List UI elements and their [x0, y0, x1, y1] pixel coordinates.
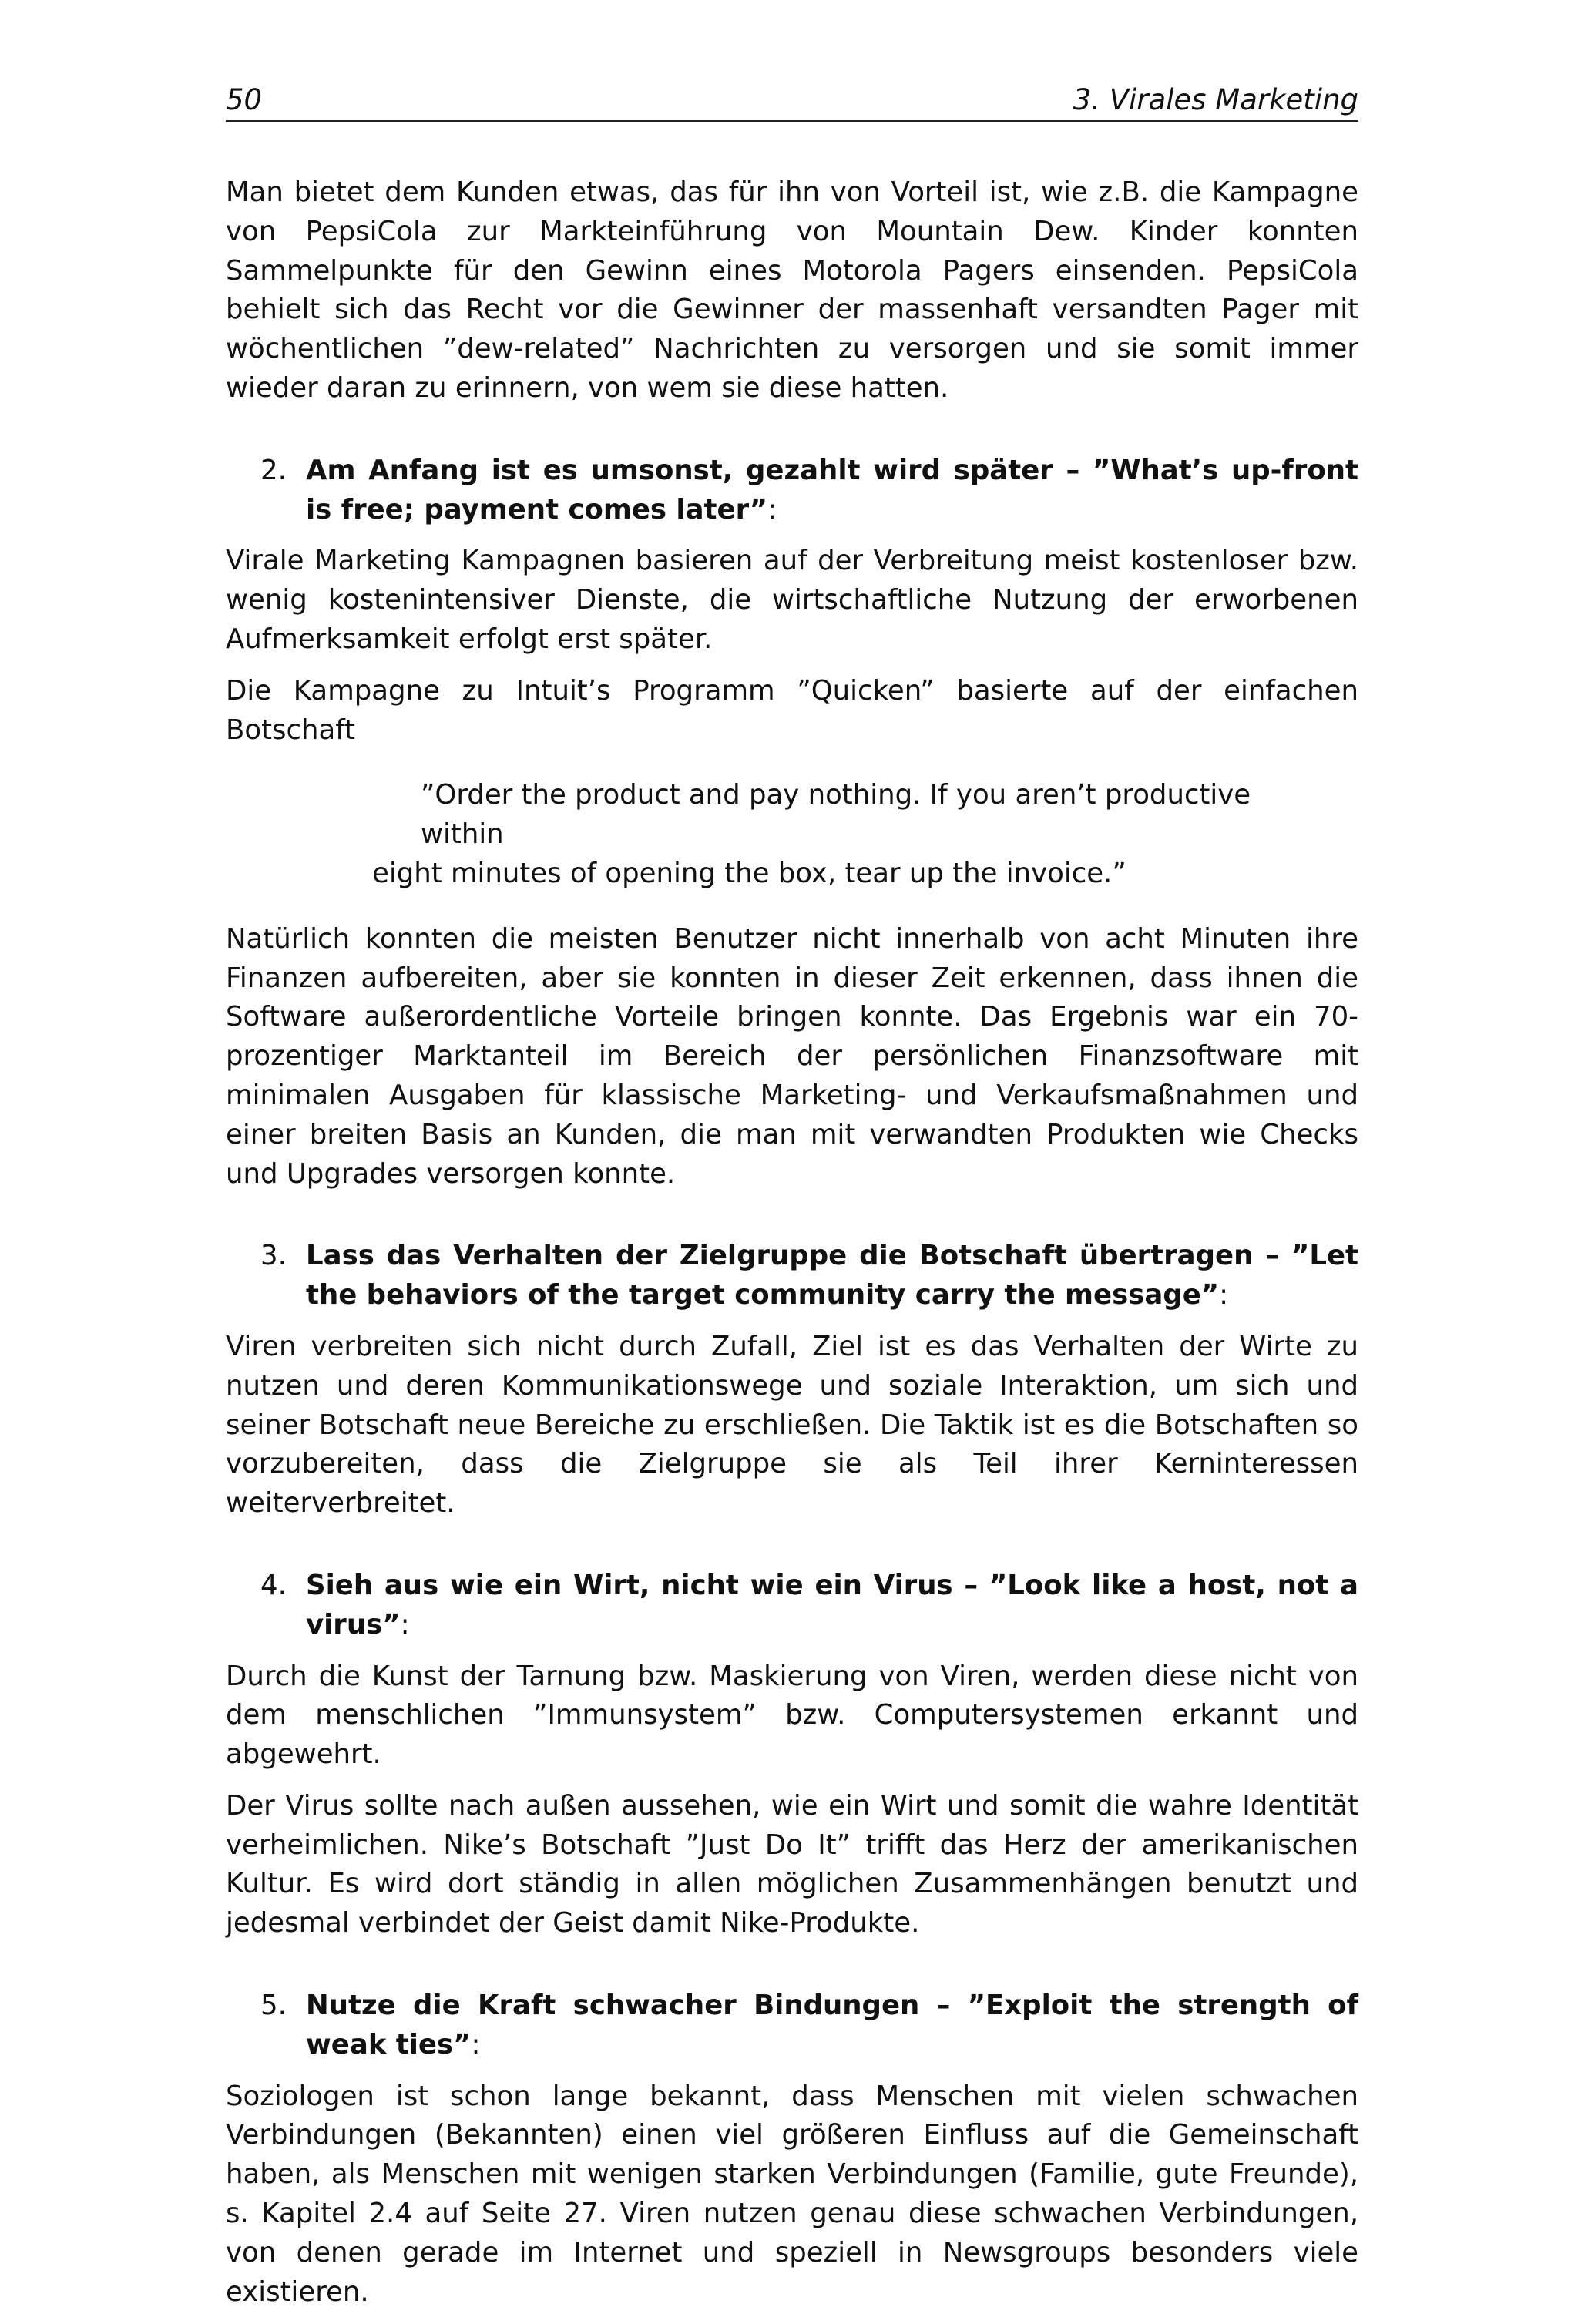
- list-item-paragraph: Der Virus sollte nach außen aussehen, wie ein Wirt und somit die wahre Identität verheimlichen. Nike’s Botschaft ”Just Do It” trifft das Herz der amerikanischen Kultur. Es wird dort ständig in allen möglichen Zusammenhängen benutzt und jedesmal verbindet der Geist damit Nike-Produkte.: [226, 1789, 1358, 1939]
- list-item-heading-text: Am Anfang ist es umsonst, gezahlt wird später – ”What’s up-front is free; payment comes later”: [306, 454, 1358, 526]
- list-item-paragraph: Virale Marketing Kampagnen basieren auf der Verbreitung meist kostenloser bzw. wenig kostenintensiver Dienste, die wirtschaftliche Nutzung der erworbenen Aufmerksamkeit erfolgt erst später.: [226, 545, 1358, 655]
- list-item-heading: [306, 1237, 1358, 1315]
- block-quote: [372, 776, 1289, 893]
- heading-colon: :: [1219, 1279, 1229, 1311]
- list-item-number: 2.: [260, 454, 287, 486]
- list-item-paragraph: Durch die Kunst der Tarnung bzw. Maskierung von Viren, werden diese nicht von dem menschlichen ”Immunsystem” bzw. Computersystemen erkannt und abgewehrt.: [226, 1660, 1358, 1771]
- list-item-heading-text: Lass das Verhalten der Zielgruppe die Botschaft übertragen – ”Let the behaviors of the target community carry the message”: [306, 1240, 1358, 1311]
- main-content: [226, 173, 1358, 2324]
- list-item-number: 5.: [260, 1990, 287, 2022]
- list-item-heading-text: Sieh aus wie ein Wirt, nicht wie ein Virus – ”Look like a host, not a virus”: [306, 1569, 1358, 1641]
- heading-colon: :: [400, 1608, 410, 1641]
- list-item-paragraph: Die Kampagne zu Intuit’s Programm ”Quicken” basierte auf der einfachen Botschaft: [226, 674, 1358, 746]
- list-item-number: 3.: [260, 1240, 287, 1272]
- list-item-4: [226, 1567, 1358, 1943]
- quote-line: ”Order the product and pay nothing. If you aren’t productive within: [421, 779, 1251, 851]
- running-header: [226, 80, 1358, 122]
- list-item-5: [226, 1986, 1358, 2312]
- list-item-heading-text: Nutze die Kraft schwacher Bindungen – ”Exploit the strength of weak ties”: [306, 1990, 1358, 2060]
- quote-line: eight minutes of opening the box, tear up the invoice.”: [372, 857, 1126, 889]
- chapter-title: 3. Virales Marketing: [1073, 83, 1358, 116]
- list-item-heading: [306, 452, 1358, 530]
- list-item-3: [226, 1237, 1358, 1523]
- intro-paragraph: Man bietet dem Kunden etwas, das für ihn von Vorteil ist, wie z.B. die Kampagne von PepsiCola zur Markteinführung von Mountain Dew. Kinder konnten Sammelpunkte für den Gewinn eines Motorola Pagers einsenden. PepsiCola behielt sich das Recht vor die Gewinner der massenhaft versandten Pager mit wöchentlichen ”dew-related” Nachrichten zu versorgen und sie somit immer wieder daran zu erinnern, von wem sie diese hatten.: [226, 176, 1358, 404]
- list-item-heading: [306, 1986, 1358, 2065]
- list-item-heading: [306, 1567, 1358, 1645]
- list-item-paragraph: Viren verbreiten sich nicht durch Zufall, Ziel ist es das Verhalten der Wirte zu nutzen und deren Kommunikationswege und soziale Interaktion, um sich und seiner Botschaft neue Bereiche zu erschließen. Die Taktik ist es die Botschaften so vorzubereiten, dass die Zielgruppe sie als Teil ihrer Kerninteressen weiterverbreitet.: [226, 1330, 1358, 1520]
- list-item-2: [226, 452, 1358, 1194]
- heading-colon: :: [471, 2028, 481, 2060]
- list-item-paragraph: Natürlich konnten die meisten Benutzer nicht innerhalb von acht Minuten ihre Finanzen aufbereiten, aber sie konnten in dieser Zeit erkennen, dass ihnen die Software außerordentliche Vorteile bringen konnte. Das Ergebnis war ein 70-prozentiger Marktanteil im Bereich der persönlichen Finanzsoftware mit minimalen Ausgaben für klassische Marketing- und Verkaufsmaßnahmen und einer breiten Basis an Kunden, die man mit verwandten Produkten wie Checks und Upgrades versorgen konnte.: [226, 922, 1358, 1190]
- list-item-number: 4.: [260, 1569, 287, 1601]
- page-number: 50: [226, 83, 263, 116]
- list-item-paragraph: Soziologen ist schon lange bekannt, dass Menschen mit vielen schwachen Verbindungen (Bekannten) einen viel größeren Einfluss auf die Gemeinschaft haben, als Menschen mit wenigen starken Verbindungen (Familie, gute Freunde), s. Kapitel 2.4 auf Seite 27. Viren nutzen genau diese schwachen Verbindungen, von denen gerade im Internet und speziell in Newsgroups besonders viele existieren.: [226, 2080, 1358, 2308]
- heading-colon: :: [767, 493, 777, 526]
